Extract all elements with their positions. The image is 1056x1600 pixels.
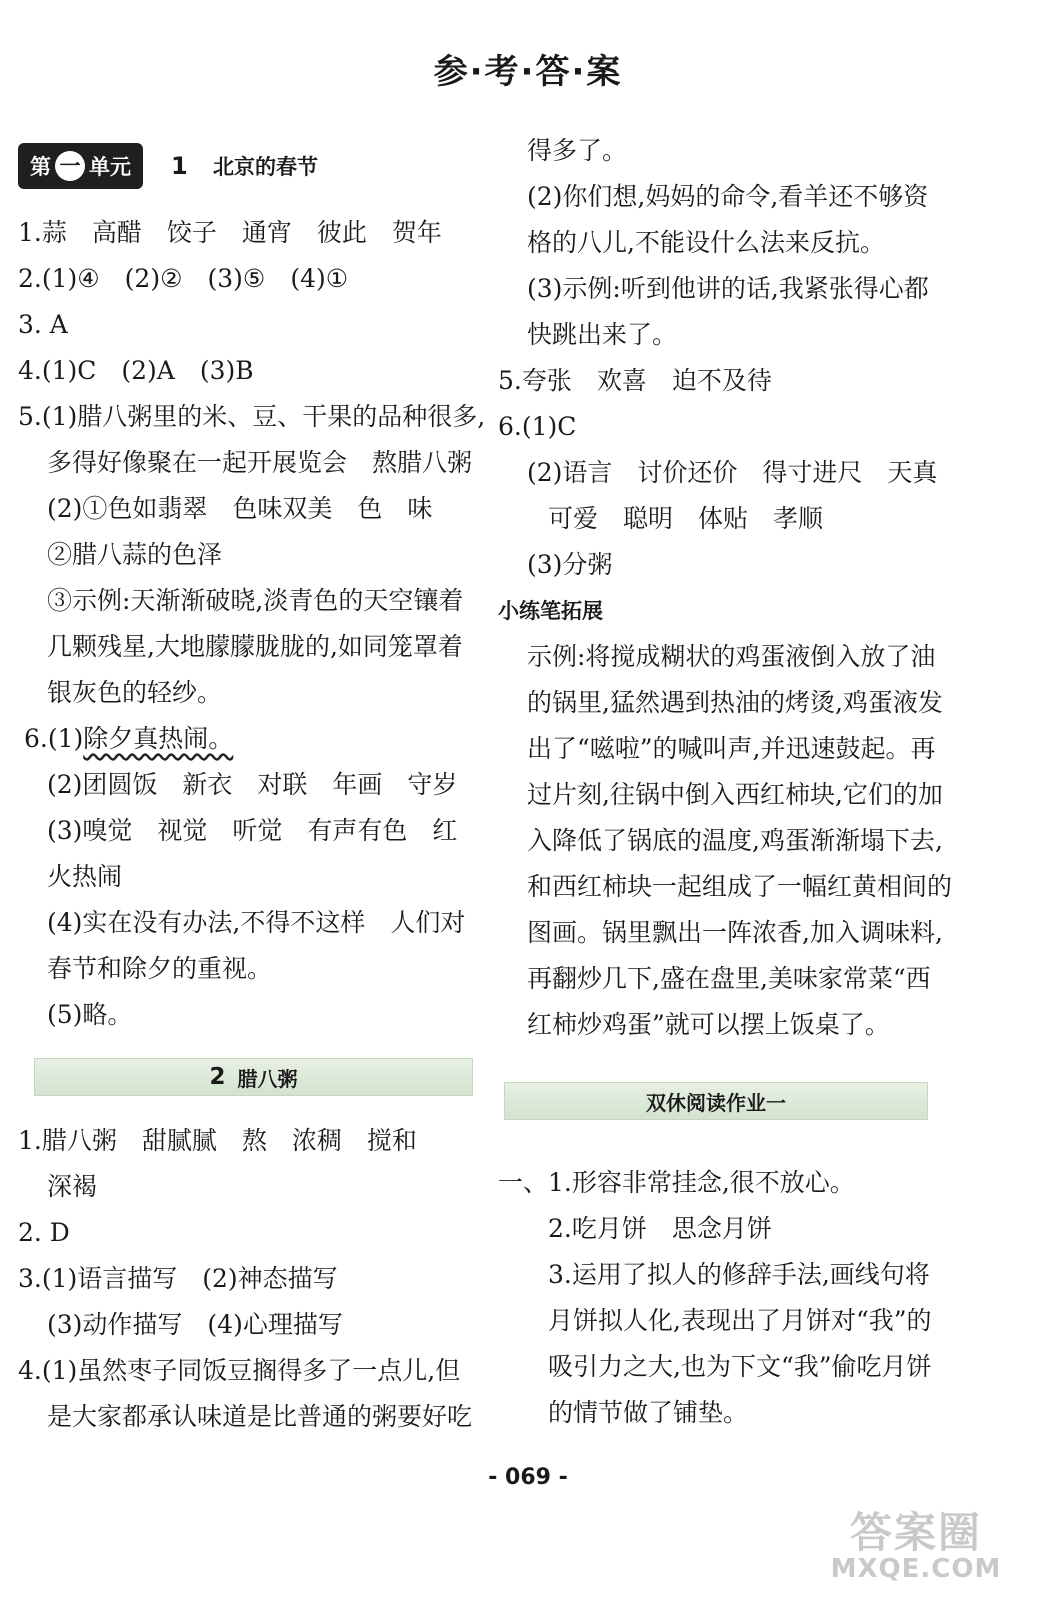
answer-line: (3)嗅觉 视觉 听觉 有声有色 红 [47, 816, 458, 845]
answer-line: 一、1.形容非常挂念,很不放心。 [498, 1168, 855, 1197]
practice-line: 过片刻,往锅中倒入西红柿块,它们的加 [527, 780, 943, 809]
answer-line: 4.(1)C (2)A (3)B [18, 356, 254, 385]
answer-line: 银灰色的轻纱。 [47, 678, 223, 707]
answer-line: (3)示例:听到他讲的话,我紧张得心都 [527, 274, 929, 303]
answer-line: (3)分粥 [527, 550, 613, 579]
page-number: - 069 - [488, 1465, 568, 1490]
unit-prefix: 第 [30, 155, 51, 179]
answer-line: ③示例:天渐渐破晓,淡青色的天空镶着 [47, 586, 464, 615]
unit-suffix: 单元 [89, 155, 131, 179]
lesson1-number: 1 [171, 152, 188, 180]
answer-line: 火热闹 [47, 862, 123, 891]
answer-line-q6 [18, 716, 473, 762]
practice-line: 和西红柿块一起组成了一幅红黄相间的 [527, 872, 953, 901]
practice-line: 图画。锅里飘出一阵浓香,加入调味料, [527, 918, 943, 947]
left-column [18, 140, 486, 1440]
lesson2-title: 腊八粥 [237, 1066, 298, 1091]
answer-line: 1.蒜 高醋 饺子 通宵 彼此 贺年 [18, 218, 442, 247]
watermark-mark: 答案圈 [849, 1508, 982, 1557]
answer-line: 2. D [18, 1218, 70, 1247]
practice-line: 红柿炒鸡蛋”就可以摆上饭桌了。 [527, 1010, 890, 1039]
practice-heading: 小练笔拓展 [498, 599, 603, 623]
answer-line: 可爱 聪明 体贴 孝顺 [548, 504, 824, 533]
answer-line: 2.(1)④ (2)② (3)⑤ (4)① [18, 264, 349, 293]
answer-line: 得多了。 [527, 136, 628, 165]
answer-line: 吸引力之大,也为下文“我”偷吃月饼 [548, 1352, 932, 1381]
answer-line: (4)实在没有办法,不得不这样 人们对 [47, 908, 466, 937]
answer-line: 2.吃月饼 思念月饼 [548, 1214, 772, 1243]
answer-line: 格的八儿,不能设什么法来反抗。 [527, 228, 885, 257]
answer-line: 5.夸张 欢喜 迫不及待 [498, 366, 772, 395]
lesson1-title-text: 北京的春节 [213, 155, 319, 179]
answer-line: 月饼拟人化,表现出了月饼对“我”的 [548, 1306, 932, 1335]
answer-line: ②腊八蒜的色泽 [47, 540, 223, 569]
q6-prefix: 6.(1) [24, 724, 84, 753]
page-title: 参·考·答·案 [433, 52, 623, 92]
answer-line: 3.运用了拟人的修辞手法,画线句将 [548, 1260, 930, 1289]
unit-header [18, 140, 473, 192]
answer-line: 4.(1)虽然枣子同饭豆搁得多了一点儿,但 [18, 1356, 461, 1385]
right-column [498, 128, 953, 1436]
weekend-reading-title: 双休阅读作业一 [646, 1090, 786, 1115]
practice-line: 示例:将搅成糊状的鸡蛋液倒入放了油 [527, 642, 936, 671]
answer-line: 3.(1)语言描写 (2)神态描写 [18, 1264, 338, 1293]
weekend-reading-header [504, 1082, 928, 1120]
lesson1-title [171, 151, 318, 181]
answer-line: 春节和除夕的重视。 [47, 954, 273, 983]
practice-line: 入降低了锅底的温度,鸡蛋渐渐塌下去, [527, 826, 943, 855]
answer-line: (3)动作描写 (4)心理描写 [47, 1310, 343, 1339]
answer-line: (5)略。 [47, 1000, 133, 1029]
answer-line: (2)团圆饭 新衣 对联 年画 守岁 [47, 770, 458, 799]
answer-line: (2)①色如翡翠 色味双美 色 味 [47, 494, 433, 523]
practice-line: 再翻炒几下,盛在盘里,美味家常菜“西 [527, 964, 931, 993]
answer-line: 的情节做了铺垫。 [548, 1398, 749, 1427]
answer-line: (2)语言 讨价还价 得寸进尺 天真 [527, 458, 938, 487]
answer-line: 5.(1)腊八粥里的米、豆、干果的品种很多, [18, 402, 486, 431]
lesson2-number: 2 [209, 1064, 226, 1090]
q6-wavy-answer: 除夕真热闹。 [83, 724, 234, 753]
practice-line: 出了“嗞啦”的喊叫声,并迅速鼓起。再 [527, 734, 936, 763]
answer-line: 深褐 [47, 1172, 98, 1201]
answer-line: 6.(1)C [498, 412, 577, 441]
practice-line: 的锅里,猛然遇到热油的烤烫,鸡蛋液发 [527, 688, 943, 717]
answer-line: 1.腊八粥 甜腻腻 熬 浓稠 搅和 [18, 1126, 417, 1155]
watermark-logo [806, 1500, 1026, 1584]
unit-badge [18, 143, 143, 189]
answer-line: 几颗残星,大地朦朦胧胧的,如同笼罩着 [47, 632, 463, 661]
unit-number: 一 [55, 151, 85, 181]
answer-line: 多得好像聚在一起开展览会 熬腊八粥 [47, 448, 473, 477]
lesson2-header [34, 1058, 473, 1096]
answer-line: 3. A [18, 310, 68, 339]
answer-line: (2)你们想,妈妈的命令,看羊还不够资 [527, 182, 929, 211]
watermark-site: MXQE.COM [830, 1554, 1002, 1584]
answer-line: 是大家都承认味道是比普通的粥要好吃 [47, 1402, 473, 1431]
answer-line: 快跳出来了。 [527, 320, 678, 349]
